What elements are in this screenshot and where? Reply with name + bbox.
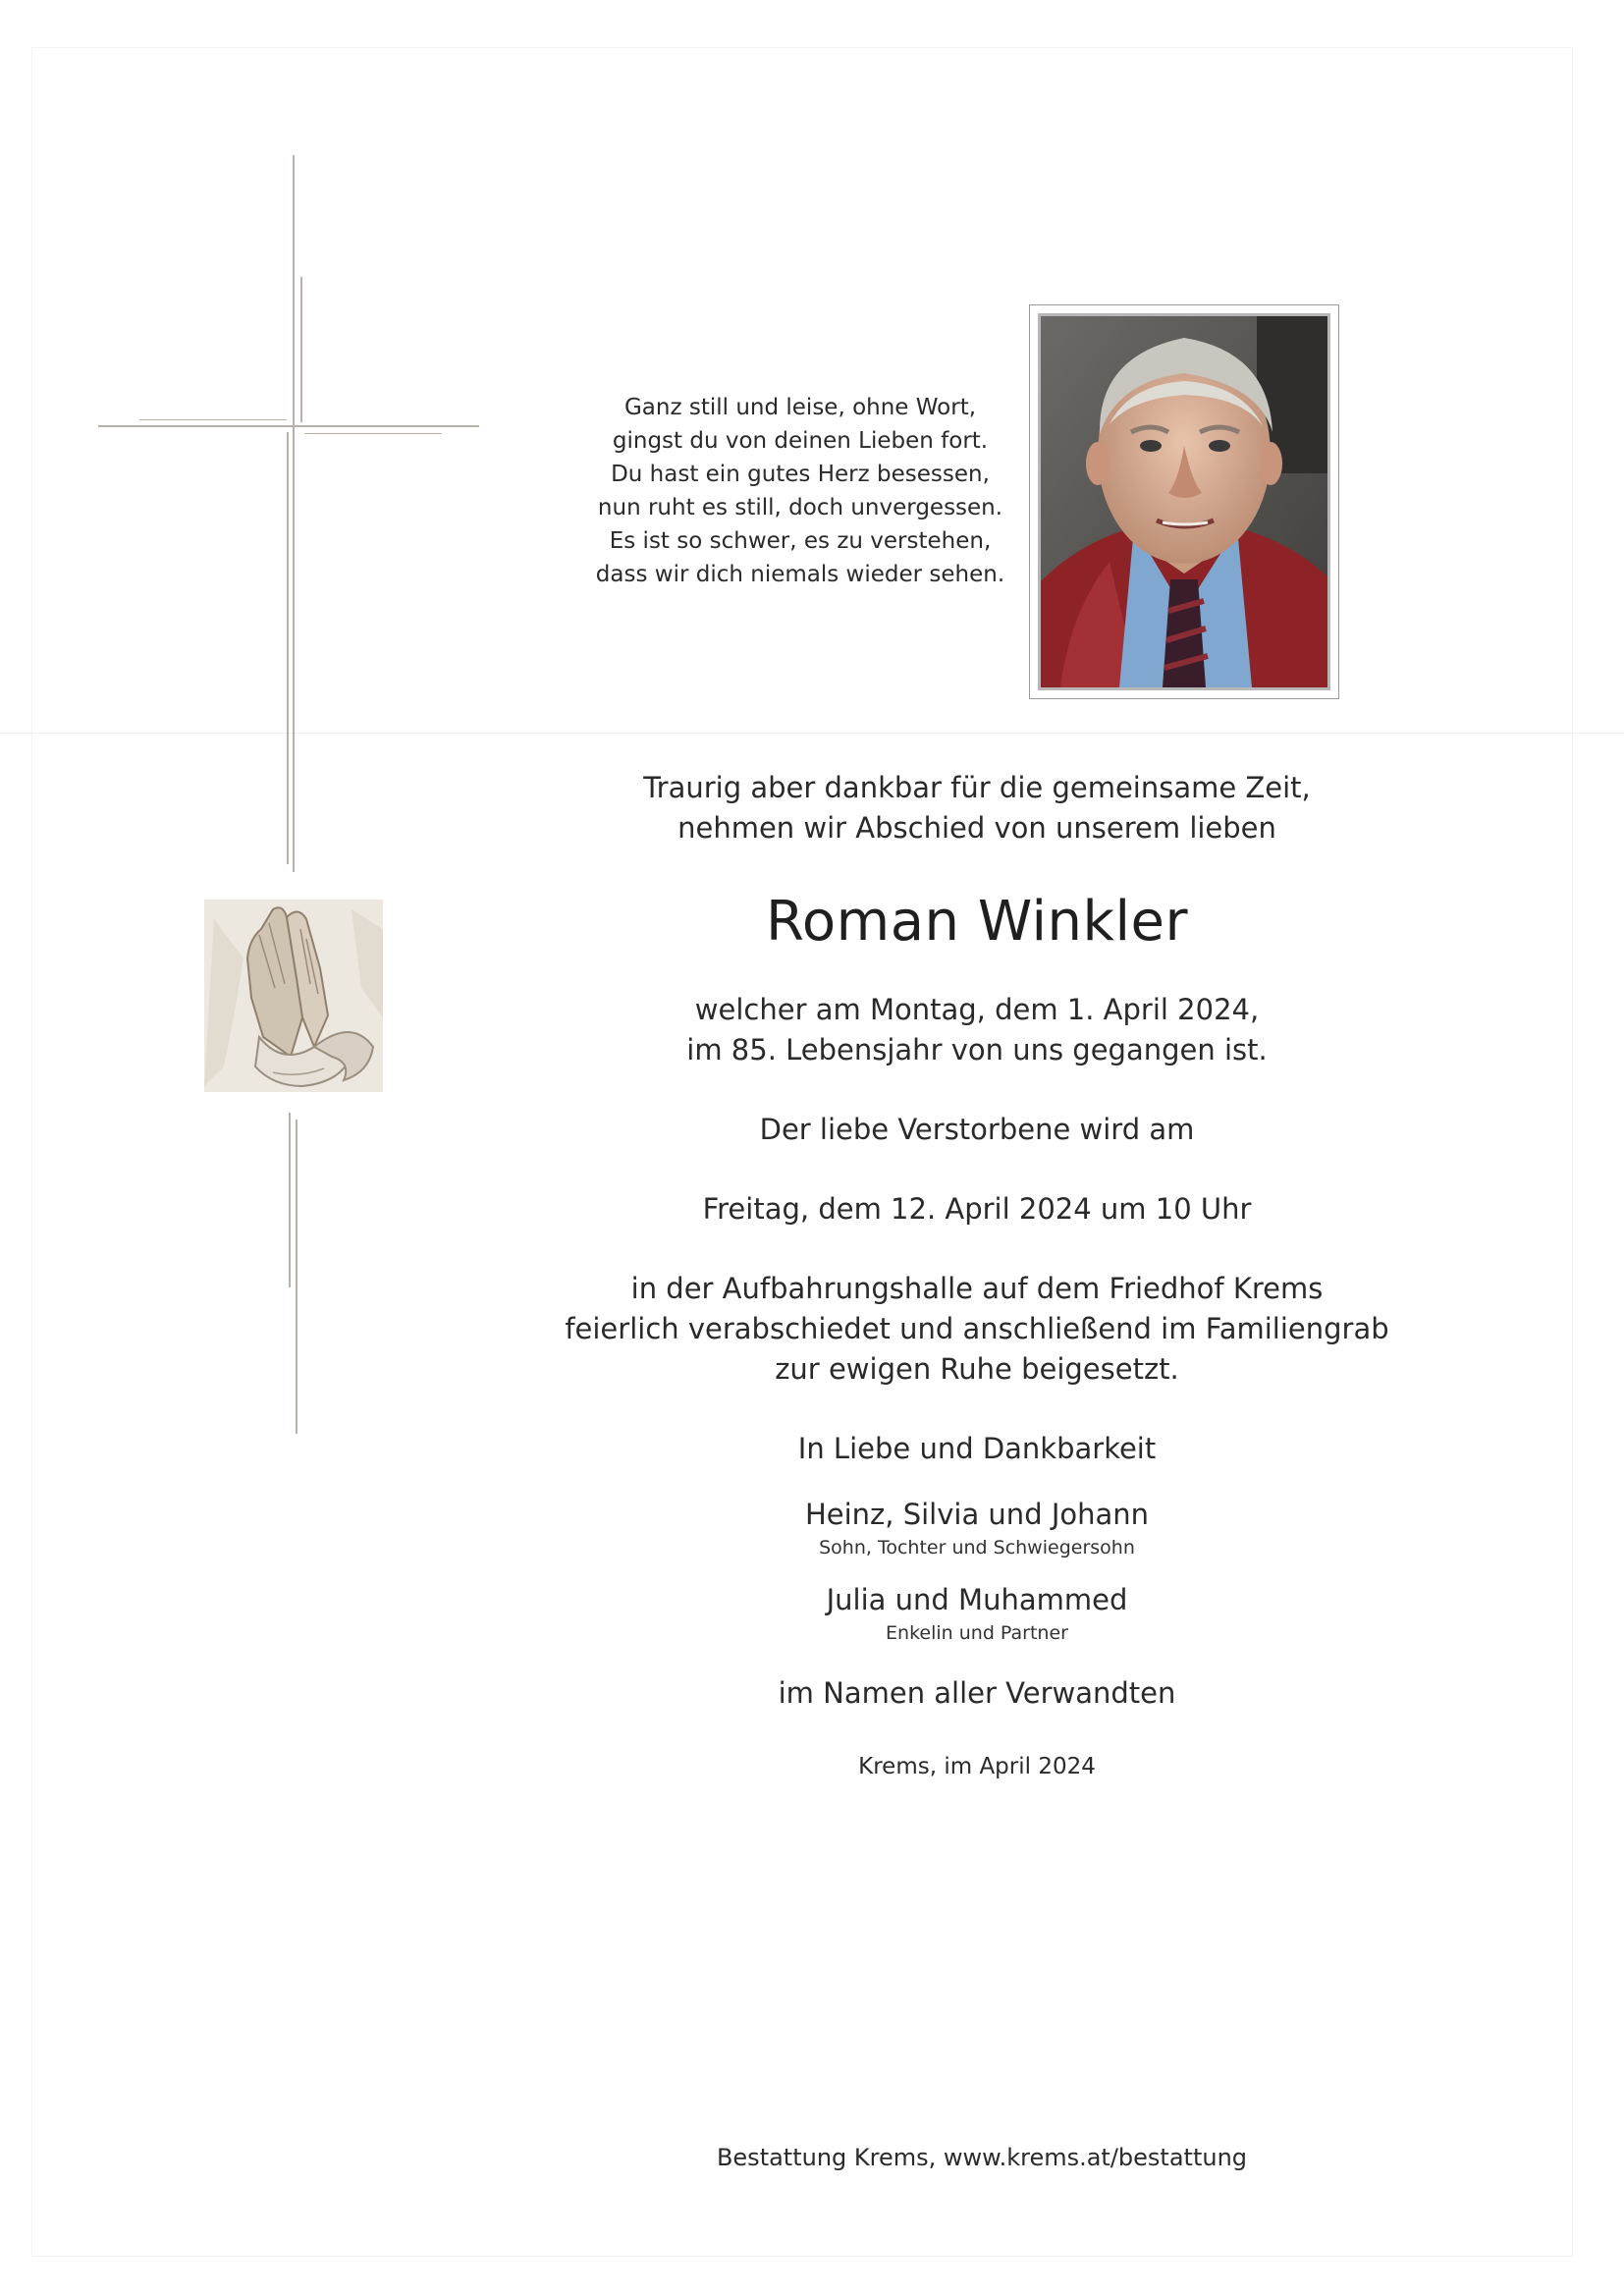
funeral-details xyxy=(550,1269,1404,1390)
intro-line: Traurig aber dankbar für die gemeinsame Zeit, xyxy=(643,771,1311,804)
mourners-closing: im Namen aller Verwandten xyxy=(778,1676,1176,1710)
mourners-intro: In Liebe und Dankbarkeit xyxy=(797,1432,1157,1465)
mourner-relation: Sohn, Tochter und Schwiegersohn xyxy=(819,1537,1135,1558)
poem-line: dass wir dich niemals wieder sehen. xyxy=(595,562,1005,587)
funeral-intro: Der liebe Verstorbene wird am xyxy=(759,1113,1195,1146)
death-notice xyxy=(550,990,1404,1070)
cross-icon xyxy=(0,0,511,1473)
mourner-group xyxy=(550,1580,1404,1646)
funeral-date: Freitag, dem 12. April 2024 um 10 Uhr xyxy=(702,1192,1252,1226)
death-line: welcher am Montag, dem 1. April 2024, xyxy=(694,993,1260,1026)
funeral-line: in der Aufbahrungshalle auf dem Friedhof Krems xyxy=(630,1272,1324,1305)
mourner-names: Heinz, Silvia und Johann xyxy=(804,1498,1150,1531)
poem-line: gingst du von deinen Lieben fort. xyxy=(612,428,989,454)
portrait-photo xyxy=(1029,304,1339,699)
mourner-group xyxy=(550,1495,1404,1560)
mourner-relation: Enkelin und Partner xyxy=(886,1622,1068,1644)
poem xyxy=(589,391,1011,591)
intro-line: nehmen wir Abschied von unserem lieben xyxy=(677,811,1276,845)
praying-hands-icon xyxy=(204,900,383,1092)
portrait-image xyxy=(1038,313,1330,690)
poem-line: Du hast ein gutes Herz besessen, xyxy=(611,462,990,487)
funeral-line: zur ewigen Ruhe beigesetzt. xyxy=(775,1352,1179,1386)
death-line: im 85. Lebensjahr von uns gegangen ist. xyxy=(686,1033,1268,1066)
deceased-name: Roman Winkler xyxy=(766,890,1188,954)
funeral-line: feierlich verabschiedet und anschließend im Familiengrab xyxy=(565,1312,1389,1345)
obituary-text xyxy=(550,768,1404,1782)
footer-funeral-home: Bestattung Krems, www.krems.at/bestattung xyxy=(716,2144,1248,2171)
poem-line: Ganz still und leise, ohne Wort, xyxy=(623,395,977,420)
mourner-names: Julia und Muhammed xyxy=(826,1583,1128,1616)
poem-line: nun ruht es still, doch unvergessen. xyxy=(597,495,1003,520)
place-date: Krems, im April 2024 xyxy=(858,1754,1096,1779)
poem-line: Es ist so schwer, es zu verstehen, xyxy=(609,528,992,554)
intro-text xyxy=(550,768,1404,848)
